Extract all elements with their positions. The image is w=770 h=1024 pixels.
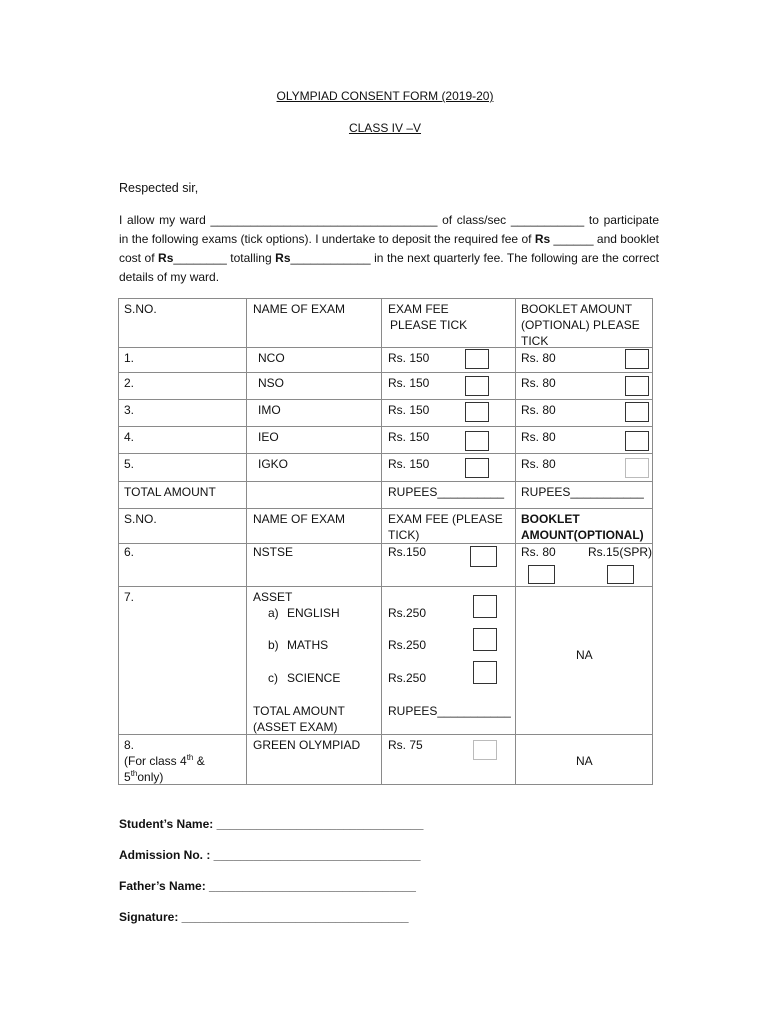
header-tick: TICK)	[388, 528, 420, 542]
fee-checkbox[interactable]	[465, 402, 489, 422]
fee-checkbox[interactable]	[473, 628, 497, 651]
table-rule	[118, 586, 653, 587]
greeting: Respected sir,	[119, 181, 199, 195]
header-booklet-amount: BOOKLET AMOUNT	[521, 302, 633, 316]
subject-letter: c)	[268, 671, 278, 685]
subject-letter: b)	[268, 638, 279, 652]
header-please-tick: PLEASE TICK	[390, 318, 468, 332]
row-exam-name: NSTSE	[253, 545, 294, 559]
row-exam-name: IGKO	[258, 457, 289, 471]
table-rule	[118, 734, 653, 735]
header-exam-fee: EXAM FEE	[388, 302, 449, 316]
table-rule	[118, 453, 653, 454]
signature-field[interactable]: Signature: __________________________________	[119, 910, 409, 924]
green-booklet-na: NA	[576, 754, 593, 768]
subject-fee: Rs.250	[388, 606, 427, 620]
row-exam-name: GREEN OLYMPIAD	[253, 738, 361, 752]
header-exam-name: NAME OF EXAM	[253, 512, 346, 526]
fee-checkbox[interactable]	[470, 546, 497, 567]
spr-checkbox[interactable]	[607, 565, 634, 584]
subject-name: SCIENCE	[287, 671, 341, 685]
table-rule	[118, 347, 653, 348]
row-exam-name: NCO	[258, 351, 285, 365]
row-sno: 7.	[124, 590, 135, 604]
table-rule	[246, 298, 247, 785]
subject-fee: Rs.250	[388, 671, 427, 685]
fee-checkbox[interactable]	[465, 431, 489, 451]
table-rule	[118, 372, 653, 373]
table-rule	[118, 481, 653, 482]
subject-letter: a)	[268, 606, 279, 620]
asset-total-field[interactable]: RUPEES___________	[388, 704, 511, 718]
row-sno: 1.	[124, 351, 135, 365]
table-rule	[118, 508, 653, 509]
consent-paragraph	[119, 211, 659, 287]
row-exam-fee: Rs. 75	[388, 738, 423, 752]
table-rule	[118, 298, 653, 299]
header-sno: S.NO.	[124, 512, 157, 526]
fee-checkbox[interactable]	[465, 349, 489, 369]
paragraph-text-3: ________ totalling	[173, 251, 276, 265]
class-note: 5thonly)	[124, 769, 164, 784]
header-booklet-optional: AMOUNT(OPTIONAL)	[521, 528, 644, 542]
father-name-field[interactable]: Father’s Name: _______________________________	[119, 879, 416, 893]
paragraph-text-2: ______ and booklet cost of	[119, 232, 659, 265]
row-exam-fee: Rs. 150	[388, 351, 430, 365]
row-sno: 4.	[124, 430, 135, 444]
row-booklet-fee: Rs. 80	[521, 430, 556, 444]
row-exam-name: ASSET	[253, 590, 293, 604]
asset-booklet-na: NA	[576, 648, 593, 662]
row-booklet-fee: Rs. 80	[521, 376, 556, 390]
header-optional-tick: (OPTIONAL) PLEASE	[521, 318, 640, 332]
row-booklet-fee: Rs. 80	[521, 457, 556, 471]
row-exam-fee: Rs. 150	[388, 430, 430, 444]
total-fee-field[interactable]: RUPEES__________	[388, 485, 505, 499]
row-exam-fee: Rs. 150	[388, 457, 430, 471]
subject-name: ENGLISH	[287, 606, 340, 620]
header-tick: TICK	[521, 334, 549, 348]
row-exam-name: IMO	[258, 403, 281, 417]
table-rule	[118, 784, 653, 785]
row-exam-name: NSO	[258, 376, 285, 390]
table-rule	[118, 399, 653, 400]
rs-label-2: Rs	[158, 251, 174, 265]
class-note: (For class 4th &	[124, 753, 205, 768]
table-rule	[118, 298, 119, 785]
row-exam-fee: Rs. 150	[388, 376, 430, 390]
table-rule	[118, 426, 653, 427]
form-title: OLYMPIAD CONSENT FORM (2019-20)	[276, 89, 494, 103]
booklet-checkbox[interactable]	[625, 431, 649, 451]
row-exam-name: IEO	[258, 430, 279, 444]
row-booklet-fee: Rs. 80	[521, 403, 556, 417]
row-sno: 2.	[124, 376, 135, 390]
header-booklet: BOOKLET	[521, 512, 580, 526]
row-sno: 5.	[124, 457, 135, 471]
spr-fee: Rs.15(SPR)	[588, 545, 653, 559]
class-subtitle: CLASS IV –V	[348, 121, 422, 135]
header-exam-name: NAME OF EXAM	[253, 302, 346, 316]
rs-label-3: Rs	[275, 251, 291, 265]
booklet-checkbox[interactable]	[625, 402, 649, 422]
fee-checkbox[interactable]	[473, 740, 497, 760]
booklet-checkbox[interactable]	[625, 349, 649, 369]
asset-total-label: TOTAL AMOUNT	[253, 704, 345, 718]
fee-checkbox[interactable]	[473, 595, 497, 618]
header-exam-fee: EXAM FEE (PLEASE	[388, 512, 503, 526]
row-exam-fee: Rs.150	[388, 545, 427, 559]
header-sno: S.NO.	[124, 302, 157, 316]
paragraph-text-4: ____________ in the next quarterly fee. The following are the correct details of my ward.	[119, 251, 659, 284]
booklet-fee: Rs. 80	[521, 545, 556, 559]
asset-total-label-sub: (ASSET EXAM)	[253, 720, 338, 734]
table-rule	[515, 298, 516, 785]
paragraph-text-1: I allow my ward __________________________________ of class/sec ___________ to participate in the following exams (tick options). I undertake to deposit the required fee of	[119, 213, 659, 246]
booklet-checkbox[interactable]	[528, 565, 555, 584]
table-rule	[381, 298, 382, 785]
fee-checkbox[interactable]	[465, 376, 489, 396]
rs-label-1: Rs	[534, 232, 551, 246]
row-exam-fee: Rs. 150	[388, 403, 430, 417]
row-sno: 8.	[124, 738, 135, 752]
row-booklet-fee: Rs. 80	[521, 351, 556, 365]
booklet-checkbox[interactable]	[625, 458, 649, 478]
table-rule	[652, 298, 653, 785]
table-rule	[118, 543, 653, 544]
student-name-field[interactable]: Student’s Name: _______________________________	[119, 817, 424, 831]
booklet-checkbox[interactable]	[625, 376, 649, 396]
fee-checkbox[interactable]	[465, 458, 489, 478]
subject-name: MATHS	[287, 638, 329, 652]
row-sno: 6.	[124, 545, 135, 559]
row-sno: 3.	[124, 403, 135, 417]
admission-number-field[interactable]: Admission No. : _______________________________	[119, 848, 421, 862]
total-amount-label: TOTAL AMOUNT	[124, 485, 216, 499]
fee-checkbox[interactable]	[473, 661, 497, 684]
total-booklet-field[interactable]: RUPEES___________	[521, 485, 644, 499]
subject-fee: Rs.250	[388, 638, 427, 652]
